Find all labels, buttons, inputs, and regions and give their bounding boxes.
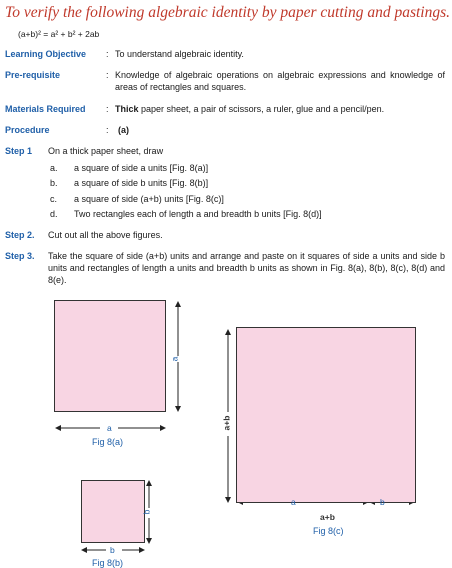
fig-c-bottom-a-label: a — [291, 497, 296, 507]
step1-intro: On a thick paper sheet, draw — [48, 146, 164, 156]
step1-item: a square of side (a+b) units [Fig. 8(c)] — [74, 194, 224, 204]
step1-marker: c. — [50, 194, 58, 204]
materials-text — [115, 103, 384, 115]
learning-objective-text: To understand algebraic identity. — [115, 49, 244, 59]
page-title: To verify the following algebraic identity by paper cutting and pastings. — [5, 4, 451, 21]
fig-c-bottom-b-label: b — [380, 497, 385, 507]
square-b — [81, 480, 145, 543]
colon: : — [106, 70, 109, 80]
step3-text: Take the square of side (a+b) units and arrange and paste on it squares of side a units and side b units and rectangles of length a units and breadth b units as shown in Fig. 8(a), 8(b), 8(c), 8(d) and 8(e). — [48, 251, 445, 285]
prerequisite-text: Knowledge of algebraic operations on algebraic expressions and knowledge of areas of rectangles and squares. — [115, 70, 445, 92]
step1-label: Step 1 — [5, 146, 33, 156]
learning-objective-label: Learning Objective — [5, 49, 87, 59]
colon: : — [106, 49, 109, 59]
prerequisite-label: Pre-requisite — [5, 70, 61, 80]
step1-marker: d. — [50, 209, 58, 219]
materials-rest: paper sheet, a pair of scissors, a ruler, glue and a pencil/pen. — [138, 104, 385, 114]
step3-label: Step 3. — [5, 251, 35, 261]
step1-marker: a. — [50, 163, 58, 173]
colon: : — [106, 104, 109, 114]
colon: : — [106, 125, 109, 135]
fig-c-caption: Fig 8(c) — [313, 526, 344, 536]
procedure-label: Procedure — [5, 125, 50, 135]
materials-bold: Thick — [115, 104, 139, 114]
fig-b-caption: Fig 8(b) — [92, 558, 124, 568]
step1-marker: b. — [50, 178, 58, 188]
fig-c-left-label: a+b — [221, 415, 232, 431]
identity-formula: (a+b)² = a² + b² + 2ab — [18, 29, 100, 39]
materials-label: Materials Required — [5, 104, 86, 114]
fig-a-bottom-label: a — [107, 423, 112, 433]
fig-b-bottom-label: b — [110, 545, 115, 555]
procedure-text: (a) — [118, 125, 129, 135]
step1-item: a square of side b units [Fig. 8(b)] — [74, 178, 209, 188]
fig-b-side-label: b — [141, 509, 152, 515]
fig-c-bottom-total-label: a+b — [320, 512, 335, 522]
step2-label: Step 2. — [5, 230, 35, 240]
step1-item: a square of side a units [Fig. 8(a)] — [74, 163, 209, 173]
fig-a-side-label: a — [169, 356, 180, 362]
fig-a-caption: Fig 8(a) — [92, 437, 124, 447]
square-a-plus-b — [236, 327, 416, 503]
step2-text: Cut out all the above figures. — [48, 230, 163, 240]
square-a — [54, 300, 166, 412]
step1-item: Two rectangles each of length a and breadth b units [Fig. 8(d)] — [74, 209, 322, 219]
